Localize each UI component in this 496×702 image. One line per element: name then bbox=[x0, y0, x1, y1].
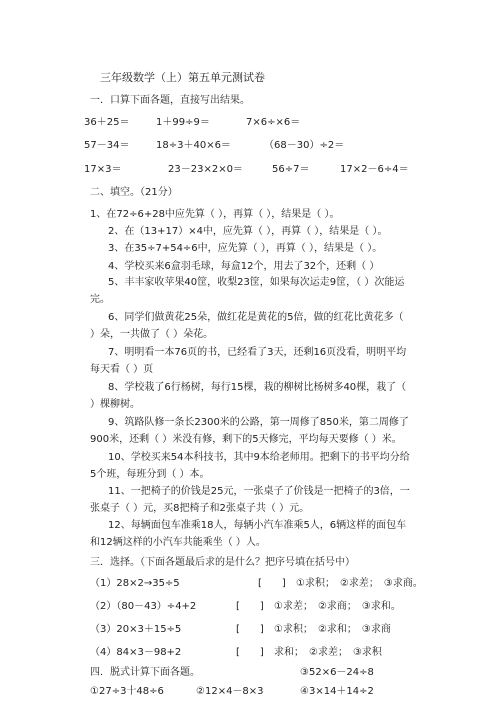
section-1-heading: 一．口算下面各题，直接写出结果。 bbox=[90, 95, 250, 106]
answer-bracket[interactable]: [ ] bbox=[236, 624, 264, 635]
computation-item: ④3×14＋14÷2 bbox=[300, 686, 374, 697]
answer-bracket[interactable]: [ ] bbox=[236, 601, 264, 612]
choice-expression: （4）84×3－98+2 bbox=[90, 647, 182, 658]
answer-bracket[interactable]: [ ] bbox=[236, 647, 264, 658]
fill-item: 5、丰丰家收苹果40筐，收梨23筐，如果每次运走9筐，（ ）次能运完。 bbox=[90, 277, 405, 305]
fill-item: 2、在（13+17）×4中，应先算（ ），再算（ ），结果是（ ）。 bbox=[108, 226, 388, 237]
fill-item: 1、在72÷6+28中应先算（ ），再算（ ），结果是（ ）。 bbox=[90, 209, 340, 220]
section-3-heading: 三．选择。（下面各题最后求的是什么？把序号填在括号中） bbox=[90, 557, 355, 568]
fill-item: 8、学校栽了6行杨树，每行15棵，栽的柳树比杨树多40棵，栽了（ ）棵柳树。 bbox=[90, 382, 407, 410]
calc-item: 56÷7＝ bbox=[272, 164, 310, 175]
computation-item: ③52×6－24÷8 bbox=[300, 667, 374, 678]
fill-item: 4、学校买来6盒羽毛球，每盒12个，用去了32个，还剩（ ） bbox=[108, 261, 380, 272]
choice-expression: （3）20×3＋15÷5 bbox=[90, 624, 182, 635]
section-2-heading: 二、填空。（21分） bbox=[90, 187, 178, 198]
page-title: 三年级数学（上）第五单元测试卷 bbox=[100, 71, 265, 84]
calc-item: 18÷3＋40×6＝ bbox=[156, 140, 231, 151]
calc-item: 36＋25＝ bbox=[84, 117, 130, 128]
fill-item: 9、筑路队修一条长2300米的公路，第一周修了850米，第二周修了900米，还剩（ ）米没有修，剩下的5天修完，平均每天要修（ ）米。 bbox=[90, 417, 409, 445]
fill-item: 12、每辆面包车准乘18人，每辆小汽车准乘5人，6辆这样的面包车和12辆这样的小汽车共能乘坐（ ）人。 bbox=[90, 520, 407, 548]
calc-item: 17×2－6÷4＝ bbox=[340, 164, 409, 175]
fill-item: 11、一把椅子的价钱是25元，一张桌子了价钱是一把椅子的3倍，一张桌子（ ）元，买8把椅子和2张桌子共（ ）元。 bbox=[90, 486, 410, 514]
choice-expression: （2）（80－43）÷4+2 bbox=[90, 601, 197, 612]
fill-item: 6、同学们做黄花25朵，做红花是黄花的5倍，做的红花比黄花多（ ）朵，一共做了（ ）朵花。 bbox=[90, 312, 404, 340]
choice-options: ①求积； ②求和； ③求商 bbox=[274, 624, 391, 635]
choice-options: ①求积； ②求差； ③求商。 bbox=[296, 578, 423, 589]
choice-expression: （1）28×2→35÷5 bbox=[90, 578, 180, 589]
calc-item: 17×3＝ bbox=[84, 164, 122, 175]
fill-item: 10、学校买来54本科技书，其中9本给老师用。把剩下的书平均分给5个班，每班分到（ ）本。 bbox=[90, 452, 410, 480]
section-4-heading: 四．脱式计算下面各题。 bbox=[90, 667, 200, 678]
calc-item: 7×6÷×6＝ bbox=[246, 117, 301, 128]
fill-item: 3、在35÷7+54÷6中，应先算（ ），再算（ ），结果是（ ）。 bbox=[108, 243, 383, 254]
computation-item: ②12×4－8×3 bbox=[196, 686, 264, 697]
calc-item: 1＋99÷9＝ bbox=[156, 117, 210, 128]
computation-item: ①27÷3十48÷6 bbox=[90, 686, 164, 697]
calc-item: 23－23×2×0＝ bbox=[168, 164, 243, 175]
calc-item: （68－30）÷2＝ bbox=[264, 140, 345, 151]
fill-item: 7、明明看一本76页的书，已经看了3天，还剩16页没看，明明平均每天看（ ）页 bbox=[90, 347, 407, 375]
choice-options: 求和； ②求差； ③求积 bbox=[274, 647, 382, 658]
choice-options: ①求差； ②求商； ③求和。 bbox=[274, 601, 401, 612]
answer-bracket[interactable]: [ ] bbox=[258, 578, 286, 589]
calc-item: 57－34＝ bbox=[84, 140, 130, 151]
